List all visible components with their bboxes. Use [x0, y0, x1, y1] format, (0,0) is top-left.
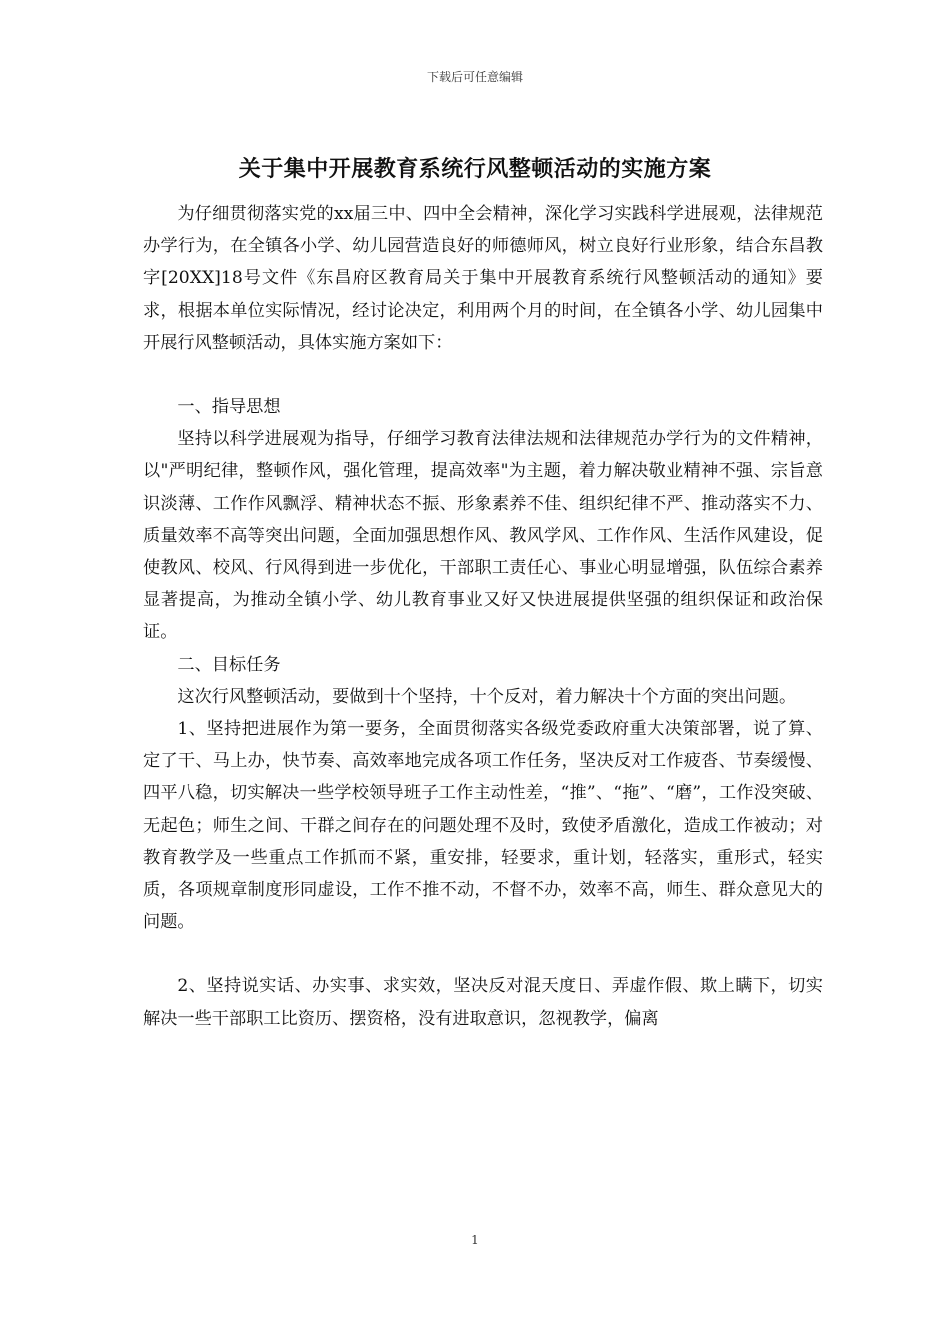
page-number: 1 — [471, 1233, 479, 1247]
intro-paragraph: 为仔细贯彻落实党的xx届三中、四中全会精神，深化学习实践科学进展观，法律规范办学行为，在全镇各小学、幼儿园营造良好的师德师风，树立良好行业形象，结合东昌教字[20XX]18号文件《东昌府区教育局关于集中开展教育系统行风整顿活动的通知》要求，根据本单位实际情况，经讨论决定，利用两个月的时间，在全镇各小学、幼儿园集中开展行风整顿活动，具体实施方案如下： — [143, 204, 823, 353]
section-heading-goals-tasks: 二、目标任务 — [177, 654, 281, 675]
body-paragraph: 坚持以科学进展观为指导，仔细学习教育法律法规和法律规范办学行为的文件精神，以"严明纪律，整顿作风，强化管理，提高效率"为主题，着力解决敬业精神不强、宗旨意识淡薄、工作作风飘浮、精神状态不振、形象素养不佳、组织纪律不严、推动落实不力、质量效率不高等突出问题，全面加强思想作风、教风学风、工作作风、生活作风建设，促使教风、校风、行风得到进一步优化，干部职工责任心、事业心明显增强，队伍综合素养显著提高，为推动全镇小学、幼儿教育事业又好又快进展提供坚强的组织保证和政治保证。 — [143, 429, 823, 643]
list-item-1: 1、坚持把进展作为第一要务，全面贯彻落实各级党委政府重大决策部署，说了算、定了干、马上办，快节奏、高效率地完成各项工作任务，坚决反对工作疲沓、节奏缓慢、四平八稳，切实解决一些学校领导班子工作主动性差，“推”、“拖”、“磨”，工作没突破、无起色；师生之间、干群之间存在的问题处理不及时，致使矛盾激化，造成工作被动；对教育教学及一些重点工作抓而不紧，重安排，轻要求，重计划，轻落实，重形式，轻实质，各项规章制度形同虚设，工作不推不动，不督不办，效率不高，师生、群众意见大的问题。 — [143, 719, 823, 933]
document-body — [143, 198, 823, 1035]
body-paragraph: 这次行风整顿活动，要做到十个坚持，十个反对，着力解决十个方面的突出问题。 — [177, 686, 797, 707]
section-heading-guiding-ideology: 一、指导思想 — [177, 397, 281, 418]
document-title: 关于集中开展教育系统行风整顿活动的实施方案 — [238, 156, 712, 182]
list-item-2: 2、坚持说实话、办实事、求实效，坚决反对混天度日、弄虚作假、欺上瞒下，切实解决一些干部职工比资历、摆资格，没有进取意识，忽视教学，偏离 — [143, 976, 823, 1029]
page-header-note: 下载后可任意编辑 — [426, 70, 523, 84]
